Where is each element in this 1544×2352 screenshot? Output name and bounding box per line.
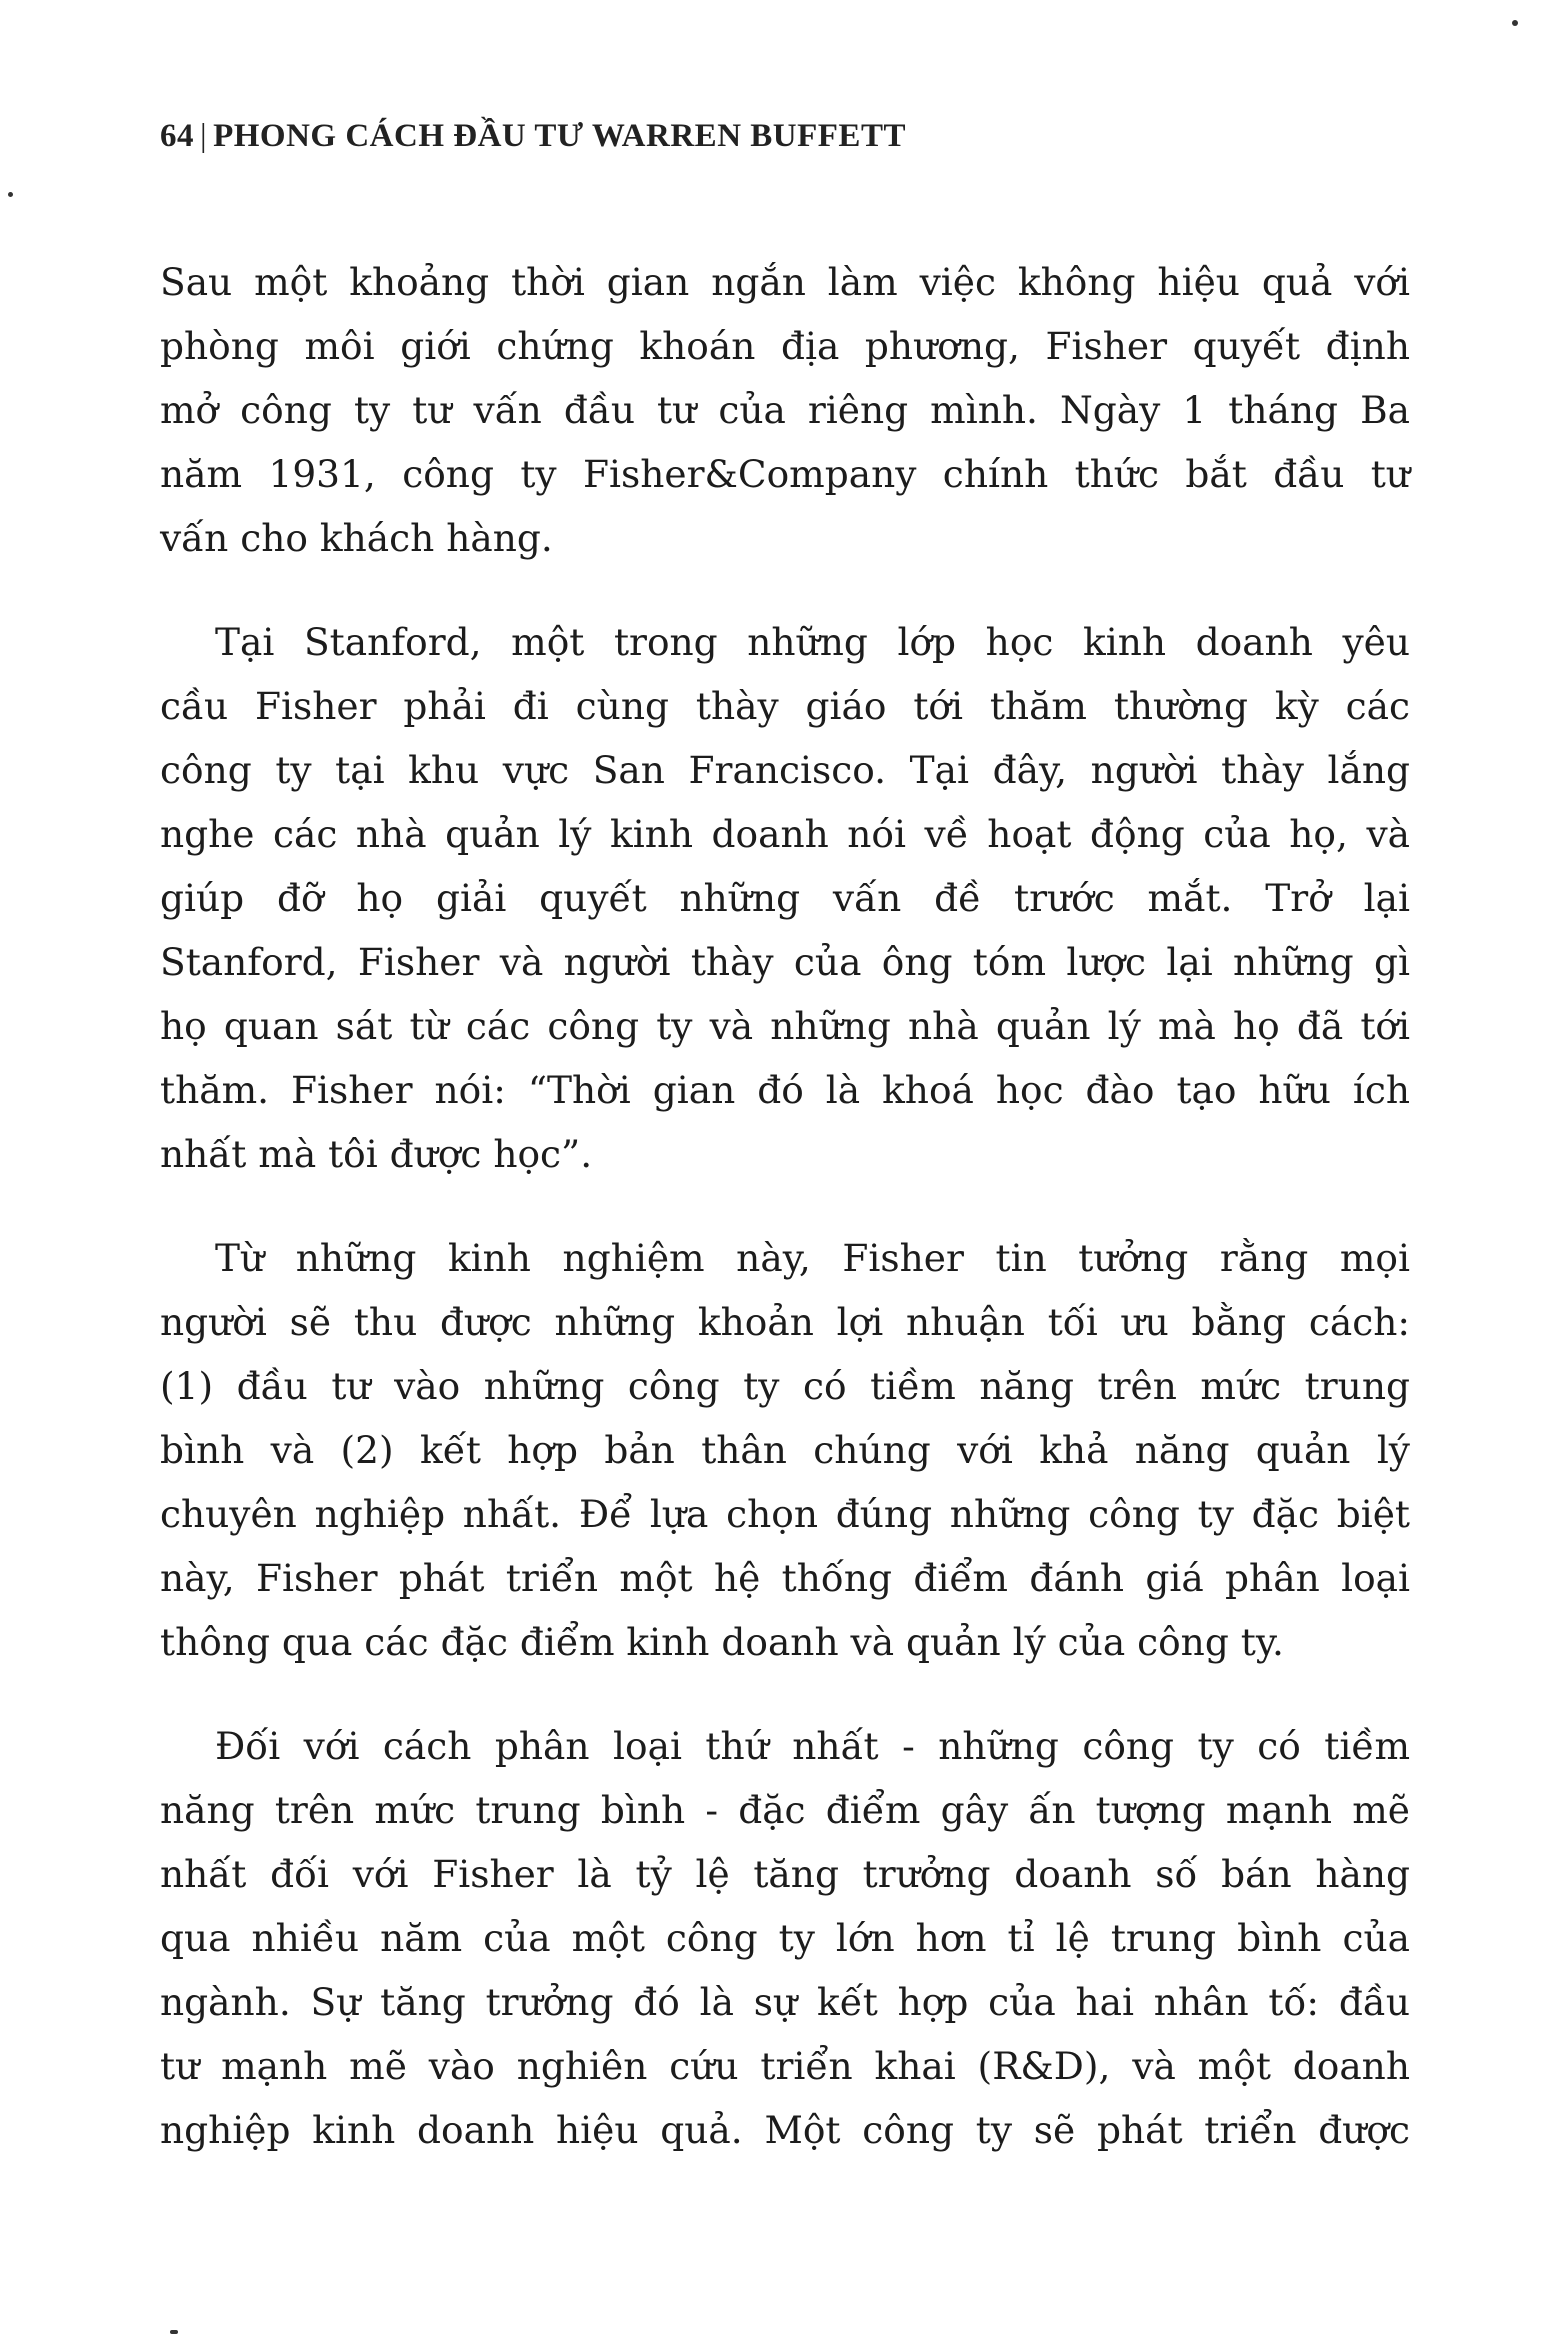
text-line: nhất đối với Fisher là tỷ lệ tăng trưởng doanh số bán hàng bbox=[160, 1852, 1410, 1896]
text-line: này, Fisher phát triển một hệ thống điểm đánh giá phân loại bbox=[160, 1556, 1410, 1600]
text-line: Từ những kinh nghiệm này, Fisher tin tưởng rằng mọi bbox=[215, 1236, 1410, 1280]
text-line: năng trên mức trung bình - đặc điểm gây ấn tượng mạnh mẽ bbox=[160, 1788, 1410, 1832]
body-text bbox=[160, 250, 1410, 2202]
paragraph-3 bbox=[160, 1226, 1410, 1674]
text-line: phòng môi giới chứng khoán địa phương, Fisher quyết định bbox=[160, 324, 1410, 368]
book-title: PHONG CÁCH ĐẦU TƯ WARREN BUFFETT bbox=[213, 118, 906, 154]
text-line: Tại Stanford, một trong những lớp học kinh doanh yêu bbox=[215, 620, 1410, 664]
text-line: nghe các nhà quản lý kinh doanh nói về hoạt động của họ, và bbox=[160, 812, 1410, 856]
text-line: (1) đầu tư vào những công ty có tiềm năng trên mức trung bbox=[160, 1364, 1410, 1408]
text-line: vấn cho khách hàng. bbox=[160, 516, 553, 560]
text-line: bình và (2) kết hợp bản thân chúng với khả năng quản lý bbox=[160, 1428, 1410, 1472]
text-line: mở công ty tư vấn đầu tư của riêng mình. Ngày 1 tháng Ba bbox=[160, 388, 1410, 432]
paragraph-2 bbox=[160, 610, 1410, 1186]
text-line: thăm. Fisher nói: “Thời gian đó là khoá học đào tạo hữu ích bbox=[160, 1068, 1410, 1112]
text-line: chuyên nghiệp nhất. Để lựa chọn đúng những công ty đặc biệt bbox=[160, 1492, 1410, 1536]
text-line: tư mạnh mẽ vào nghiên cứu triển khai (R&D), và một doanh bbox=[160, 2044, 1410, 2088]
running-header bbox=[160, 118, 906, 155]
text-line: công ty tại khu vực San Francisco. Tại đây, người thày lắng bbox=[160, 748, 1410, 792]
text-line: Sau một khoảng thời gian ngắn làm việc không hiệu quả với bbox=[160, 260, 1410, 304]
text-line: nghiệp kinh doanh hiệu quả. Một công ty sẽ phát triển được bbox=[160, 2108, 1410, 2152]
text-line: năm 1931, công ty Fisher&Company chính thức bắt đầu tư bbox=[160, 452, 1410, 496]
text-line: Stanford, Fisher và người thày của ông tóm lược lại những gì bbox=[160, 940, 1410, 984]
text-line: họ quan sát từ các công ty và những nhà quản lý mà họ đã tới bbox=[160, 1004, 1410, 1048]
text-line: nhất mà tôi được học”. bbox=[160, 1132, 593, 1176]
header-separator: | bbox=[200, 118, 208, 154]
text-line: người sẽ thu được những khoản lợi nhuận tối ưu bằng cách: bbox=[160, 1300, 1410, 1344]
text-line: qua nhiều năm của một công ty lớn hơn tỉ lệ trung bình của bbox=[160, 1916, 1410, 1960]
scan-speck bbox=[170, 2330, 178, 2334]
text-line: ngành. Sự tăng trưởng đó là sự kết hợp của hai nhân tố: đầu bbox=[160, 1980, 1410, 2024]
scan-speck bbox=[8, 192, 13, 197]
text-line: thông qua các đặc điểm kinh doanh và quản lý của công ty. bbox=[160, 1620, 1284, 1664]
text-line: Đối với cách phân loại thứ nhất - những công ty có tiềm bbox=[215, 1724, 1410, 1768]
page-number: 64 bbox=[160, 118, 194, 154]
text-line: cầu Fisher phải đi cùng thày giáo tới thăm thường kỳ các bbox=[160, 684, 1410, 728]
paragraph-1 bbox=[160, 250, 1410, 570]
text-line: giúp đỡ họ giải quyết những vấn đề trước mắt. Trở lại bbox=[160, 876, 1410, 920]
paragraph-4 bbox=[160, 1714, 1410, 2162]
scan-speck bbox=[1512, 20, 1518, 26]
